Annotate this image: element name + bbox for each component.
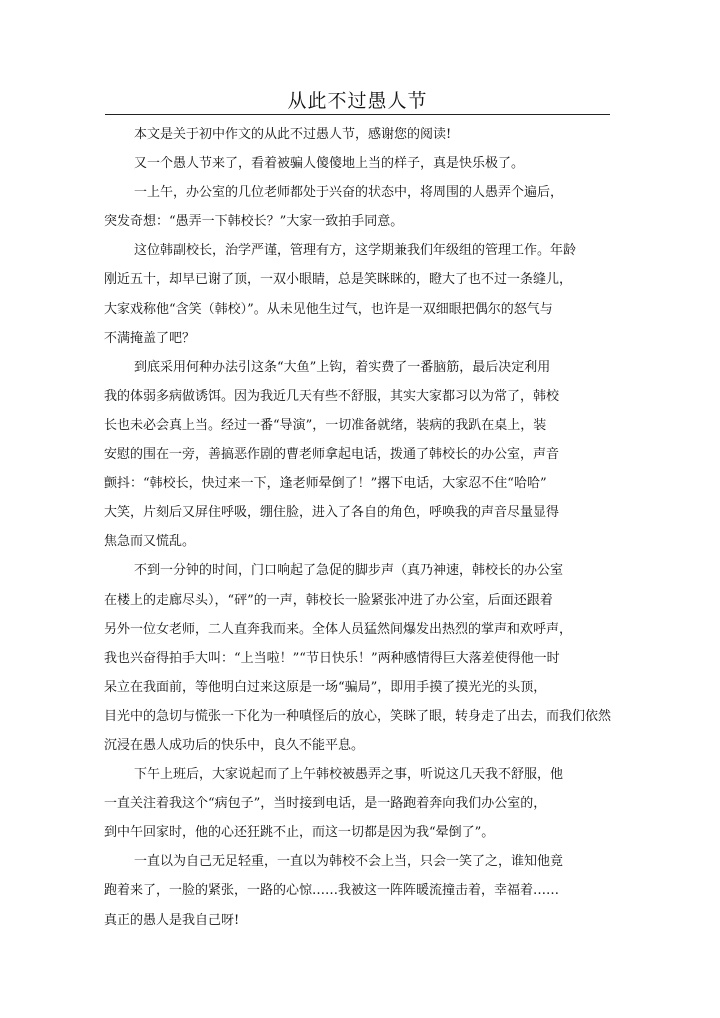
text-line: 不到一分钟的时间，门口响起了急促的脚步声（真乃神速，韩校长的办公室 <box>134 563 564 579</box>
text-line: 我也兴奋得拍手大叫：“上当啦！”“节日快乐！”两种感情得巨大落差使得他一时 <box>104 650 560 666</box>
title-divider <box>105 114 610 115</box>
document-title: 从此不过愚人节 <box>287 90 428 112</box>
text-line: 颤抖：“韩校长，快过来一下，逢老师晕倒了！”撂下电话，大家忍不住“哈哈” <box>104 476 547 492</box>
text-line: 下午上班后，大家说起而了上午韩校被愚弄之事，听说这几天我不舒服，他 <box>134 767 564 783</box>
text-line: 长也未必会真上当。经过一番“导演”，一切准备就绪，装病的我趴在桌上，装 <box>104 417 547 433</box>
text-line: 呆立在我面前，等他明白过来这原是一场“骗局”，即用手摸了摸光光的头顶， <box>104 679 547 695</box>
text-line: 到中午回家时，他的心还狂跳不止，而这一切都是因为我“晕倒了”。 <box>104 825 495 841</box>
text-line: 在楼上的走廊尽头），“砰”的一声，韩校长一脸紧张冲进了办公室，后面还跟着 <box>104 592 553 608</box>
text-line: 真正的愚人是我自己呀! <box>104 912 240 928</box>
text-line: 刚近五十，却早已谢了顶，一双小眼睛，总是笑眯眯的，瞪大了也不过一条缝儿， <box>104 272 573 288</box>
text-line: 到底采用何种办法引这条“大鱼”上钩，着实费了一番脑筋，最后决定利用 <box>134 359 551 375</box>
text-line: 突发奇想：“愚弄一下韩校长？”大家一致拍手同意。 <box>104 214 404 230</box>
text-line: 大家戏称他“含笑（韩校）”。从未见他生过气，也许是一双细眼把偶尔的怒气与 <box>104 301 553 317</box>
text-line: 一直关注着我这个“病包子”，当时接到电话，是一路跑着奔向我们办公室的， <box>104 796 547 812</box>
text-line: 我的体弱多病做诱饵。因为我近几天有些不舒服，其实大家都习以为常了，韩校 <box>104 388 560 404</box>
text-line: 本文是关于初中作文的从此不过愚人节，感谢您的阅读! <box>134 127 452 142</box>
text-line: 不满掩盖了吧？ <box>104 330 196 346</box>
text-line: 另外一位女老师，二人直奔我而来。全体人员猛然间爆发出热烈的掌声和欢呼声， <box>104 621 573 637</box>
text-line: 安慰的围在一旁，善搞恶作剧的曹老师拿起电话，拨通了韩校长的办公室，声音 <box>104 447 560 463</box>
text-line: 沉浸在愚人成功后的快乐中，良久不能平息。 <box>104 737 365 753</box>
text-line: 目光中的急切与慌张一下化为一种嗔怪后的放心，笑眯了眼，转身走了出去，而我们依然 <box>104 708 612 724</box>
text-line: 一上午，办公室的几位老师都处于兴奋的状态中，将周围的人愚弄个遍后， <box>134 185 564 201</box>
text-line: 焦急而又慌乱。 <box>104 534 196 550</box>
text-line: 大笑，片刻后又屏住呼吸，绷住脸，进入了各自的角色，呼唤我的声音尽量显得 <box>104 505 560 521</box>
text-line: 跑着来了，一脸的紧张，一路的心惊……我被这一阵阵暖流撞击着，幸福着…… <box>104 883 560 899</box>
text-line: 这位韩副校长，治学严谨，管理有方，这学期兼我们年级组的管理工作。年龄 <box>134 243 577 259</box>
document-body <box>104 120 614 935</box>
text-line: 一直以为自己无足轻重，一直以为韩校不会上当，只会一笑了之，谁知他竟 <box>134 854 564 870</box>
text-line: 又一个愚人节来了，看着被骗人傻傻地上当的样子，真是快乐极了。 <box>134 156 525 172</box>
